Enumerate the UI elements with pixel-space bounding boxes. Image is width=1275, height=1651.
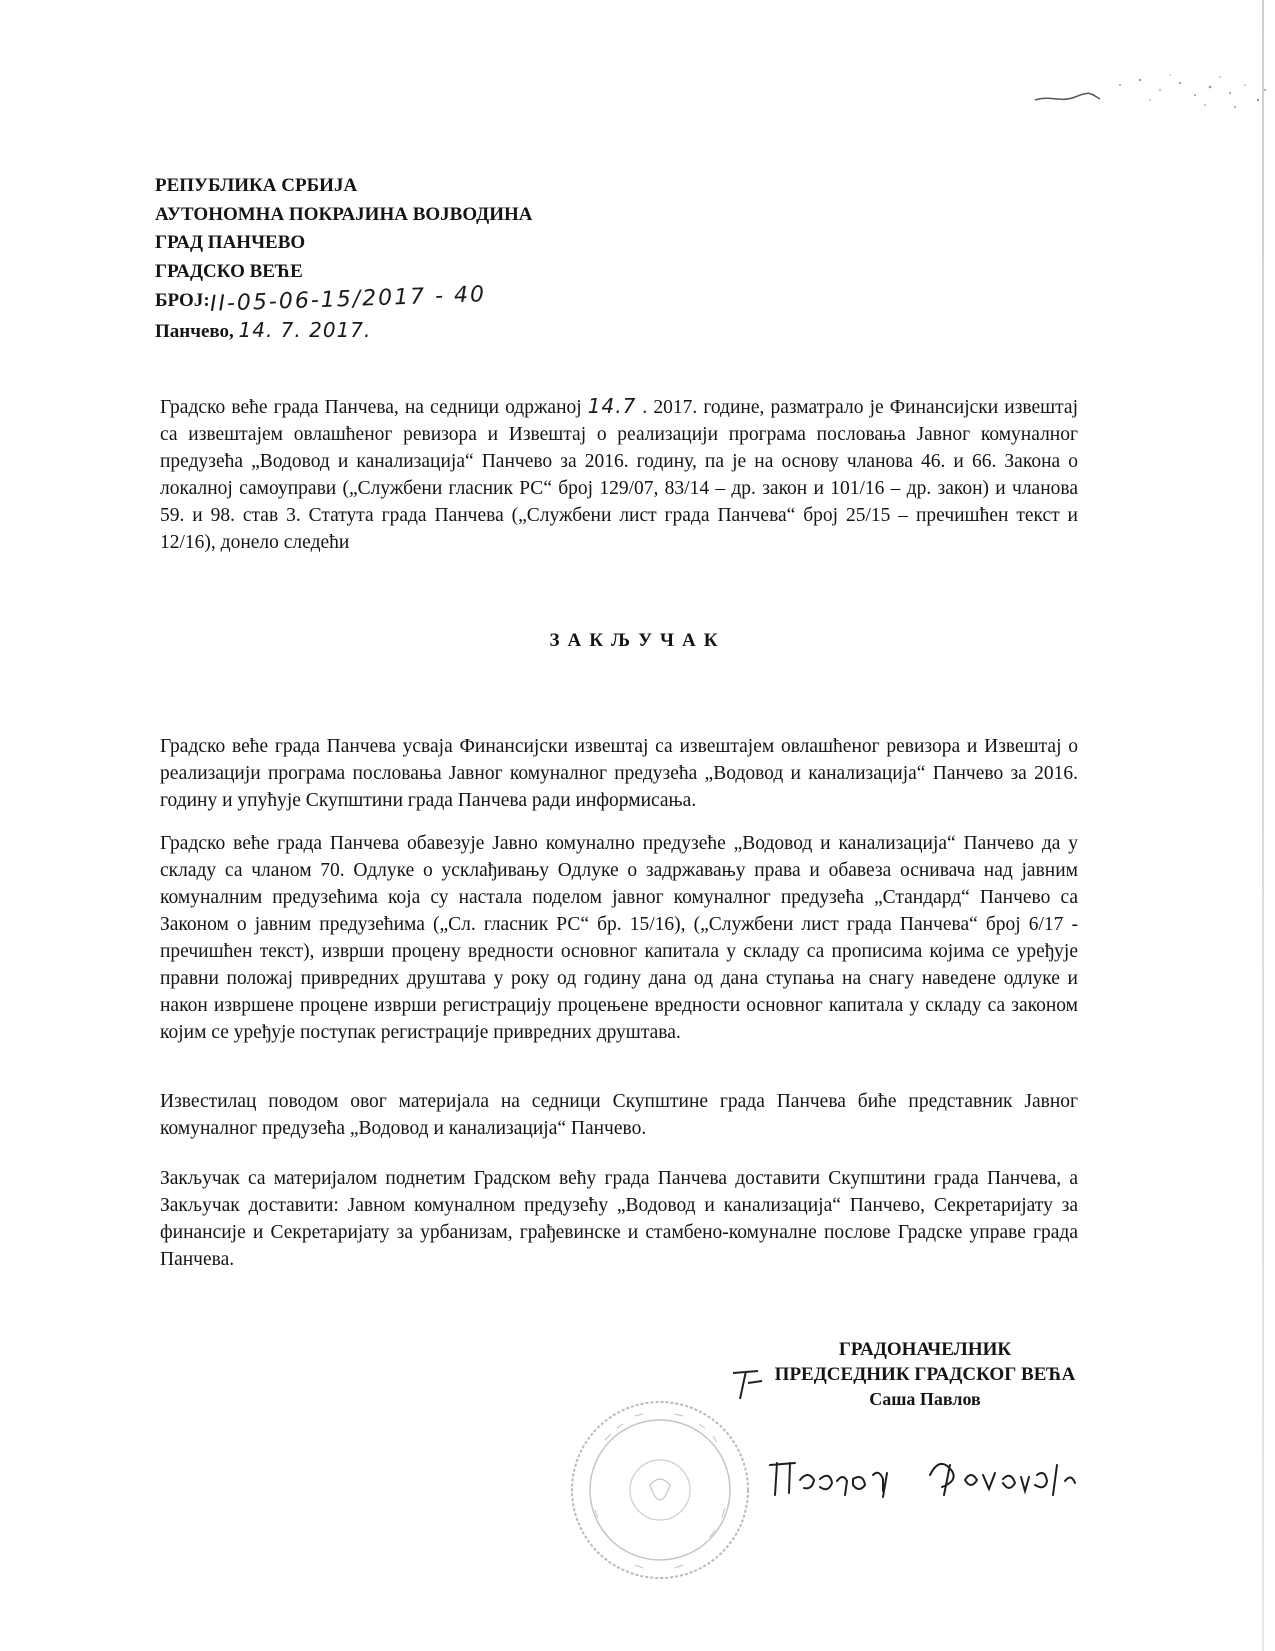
scan-artifact bbox=[1030, 55, 1275, 125]
intro-paragraph bbox=[160, 393, 1078, 556]
signature-block bbox=[700, 1337, 1150, 1412]
intro-part2: . 2017. године, разматрало је Финансијски извештај са извештајем овлашћеног ревизора и Извештај о реализацији програма пословања Јавног комуналног предузећа „Водовод и канализација“ Панчево за 2016. годину, па је на основу чланова 46. и 66. Закона о локалној самоуправи („Службени гласник РС“ број 129/07, 83/14 – др. закон и 101/16 – др. закон) и чланова 59. и 98. став 3. Статута града Панчева („Службени лист града Панчева“ број 25/15 – пречишћен текст и 12/16), донело следећи bbox=[160, 397, 1078, 553]
paragraph-rapporteur: Известилац поводом овог материјала на седници Скупштине града Панчева биће представник Јавног комуналног предузећа „Водовод и канализација“ Панчево. bbox=[160, 1091, 1078, 1139]
signer-title-mayor: ГРАДОНАЧЕЛНИК bbox=[838, 1339, 1012, 1360]
signer-name: Саша Павлов bbox=[869, 1389, 981, 1409]
header-country: РЕПУБЛИКА СРБИЈА bbox=[155, 175, 358, 196]
date-handwritten: 14. 7. 2017. bbox=[238, 317, 372, 342]
handwritten-signature bbox=[765, 1435, 1085, 1515]
paragraph-adoption: Градско веће града Панчева усваја Финансијски извештај са извештајем овлашћеног ревизора и Извештај о реализацији програма пословања Јавног комуналног предузећа „Водовод и канализација“ Панчево за 2016. годину и упућује Скупштини града Панчева ради информисања. bbox=[160, 736, 1078, 811]
header-number-row bbox=[155, 282, 533, 317]
header-province: АУТОНОМНА ПОКРАЈИНА ВОЈВОДИНА bbox=[155, 203, 533, 225]
place-label: Панчево, bbox=[155, 320, 234, 342]
document-header bbox=[155, 172, 533, 346]
paragraph-delivery: Закључак са материјалом поднетим Градском већу града Панчева доставити Скупштини града Панчева, а Закључак доставити: Јавном комуналном предузећу „Водовод и канализација“ Панчево, Секретаријату за финансије и Секретаријату за урбанизам, грађевинске и стамбено-комуналне послове Градске управе града Панчева. bbox=[160, 1168, 1078, 1270]
number-handwritten: II-05-06-15/2017 - 40 bbox=[209, 282, 487, 317]
intro-part1: Градско веће града Панчева, на седници одржаној bbox=[160, 397, 582, 418]
number-label: БРОЈ: bbox=[155, 290, 210, 311]
signer-title-president: ПРЕДСЕДНИК ГРАДСКОГ ВЕЋА bbox=[774, 1364, 1076, 1385]
header-city: ГРАД ПАНЧЕВО bbox=[155, 232, 306, 253]
official-seal bbox=[565, 1390, 755, 1590]
header-council: ГРАДСКО ВЕЋЕ bbox=[155, 260, 303, 282]
document-title: ЗАКЉУЧАК bbox=[549, 630, 726, 651]
intro-date-handwritten: 14.7 bbox=[587, 394, 637, 418]
header-date-row bbox=[155, 316, 533, 347]
scan-edge bbox=[1262, 0, 1264, 1651]
paragraph-obligation: Градско веће града Панчева обавезује Јавно комунално предузеће „Водовод и канализација“ Панчево да у складу са чланом 70. Одлуке о усклађивању Одлуке о задржавању права и обавеза оснивача над јавним комуналним предузећима која су настала поделом јавног комуналног предузећа „Стандард“ Панчево са Законом о јавним предузећима („Сл. гласник РС“ бр. 15/16), („Службени лист града Панчева“ број 6/17 - пречишћен текст), изврши процену вредности основног капитала у складу са прописима којима се уређује правни положај привредних друштава у року од годину дана од дана ступања на снагу наведене одлуке и након извршене процене изврши регистрацију процењене вредности основног капитала у складу са законом којим се уређује поступак регистрације привредних друштава. bbox=[160, 833, 1078, 1043]
